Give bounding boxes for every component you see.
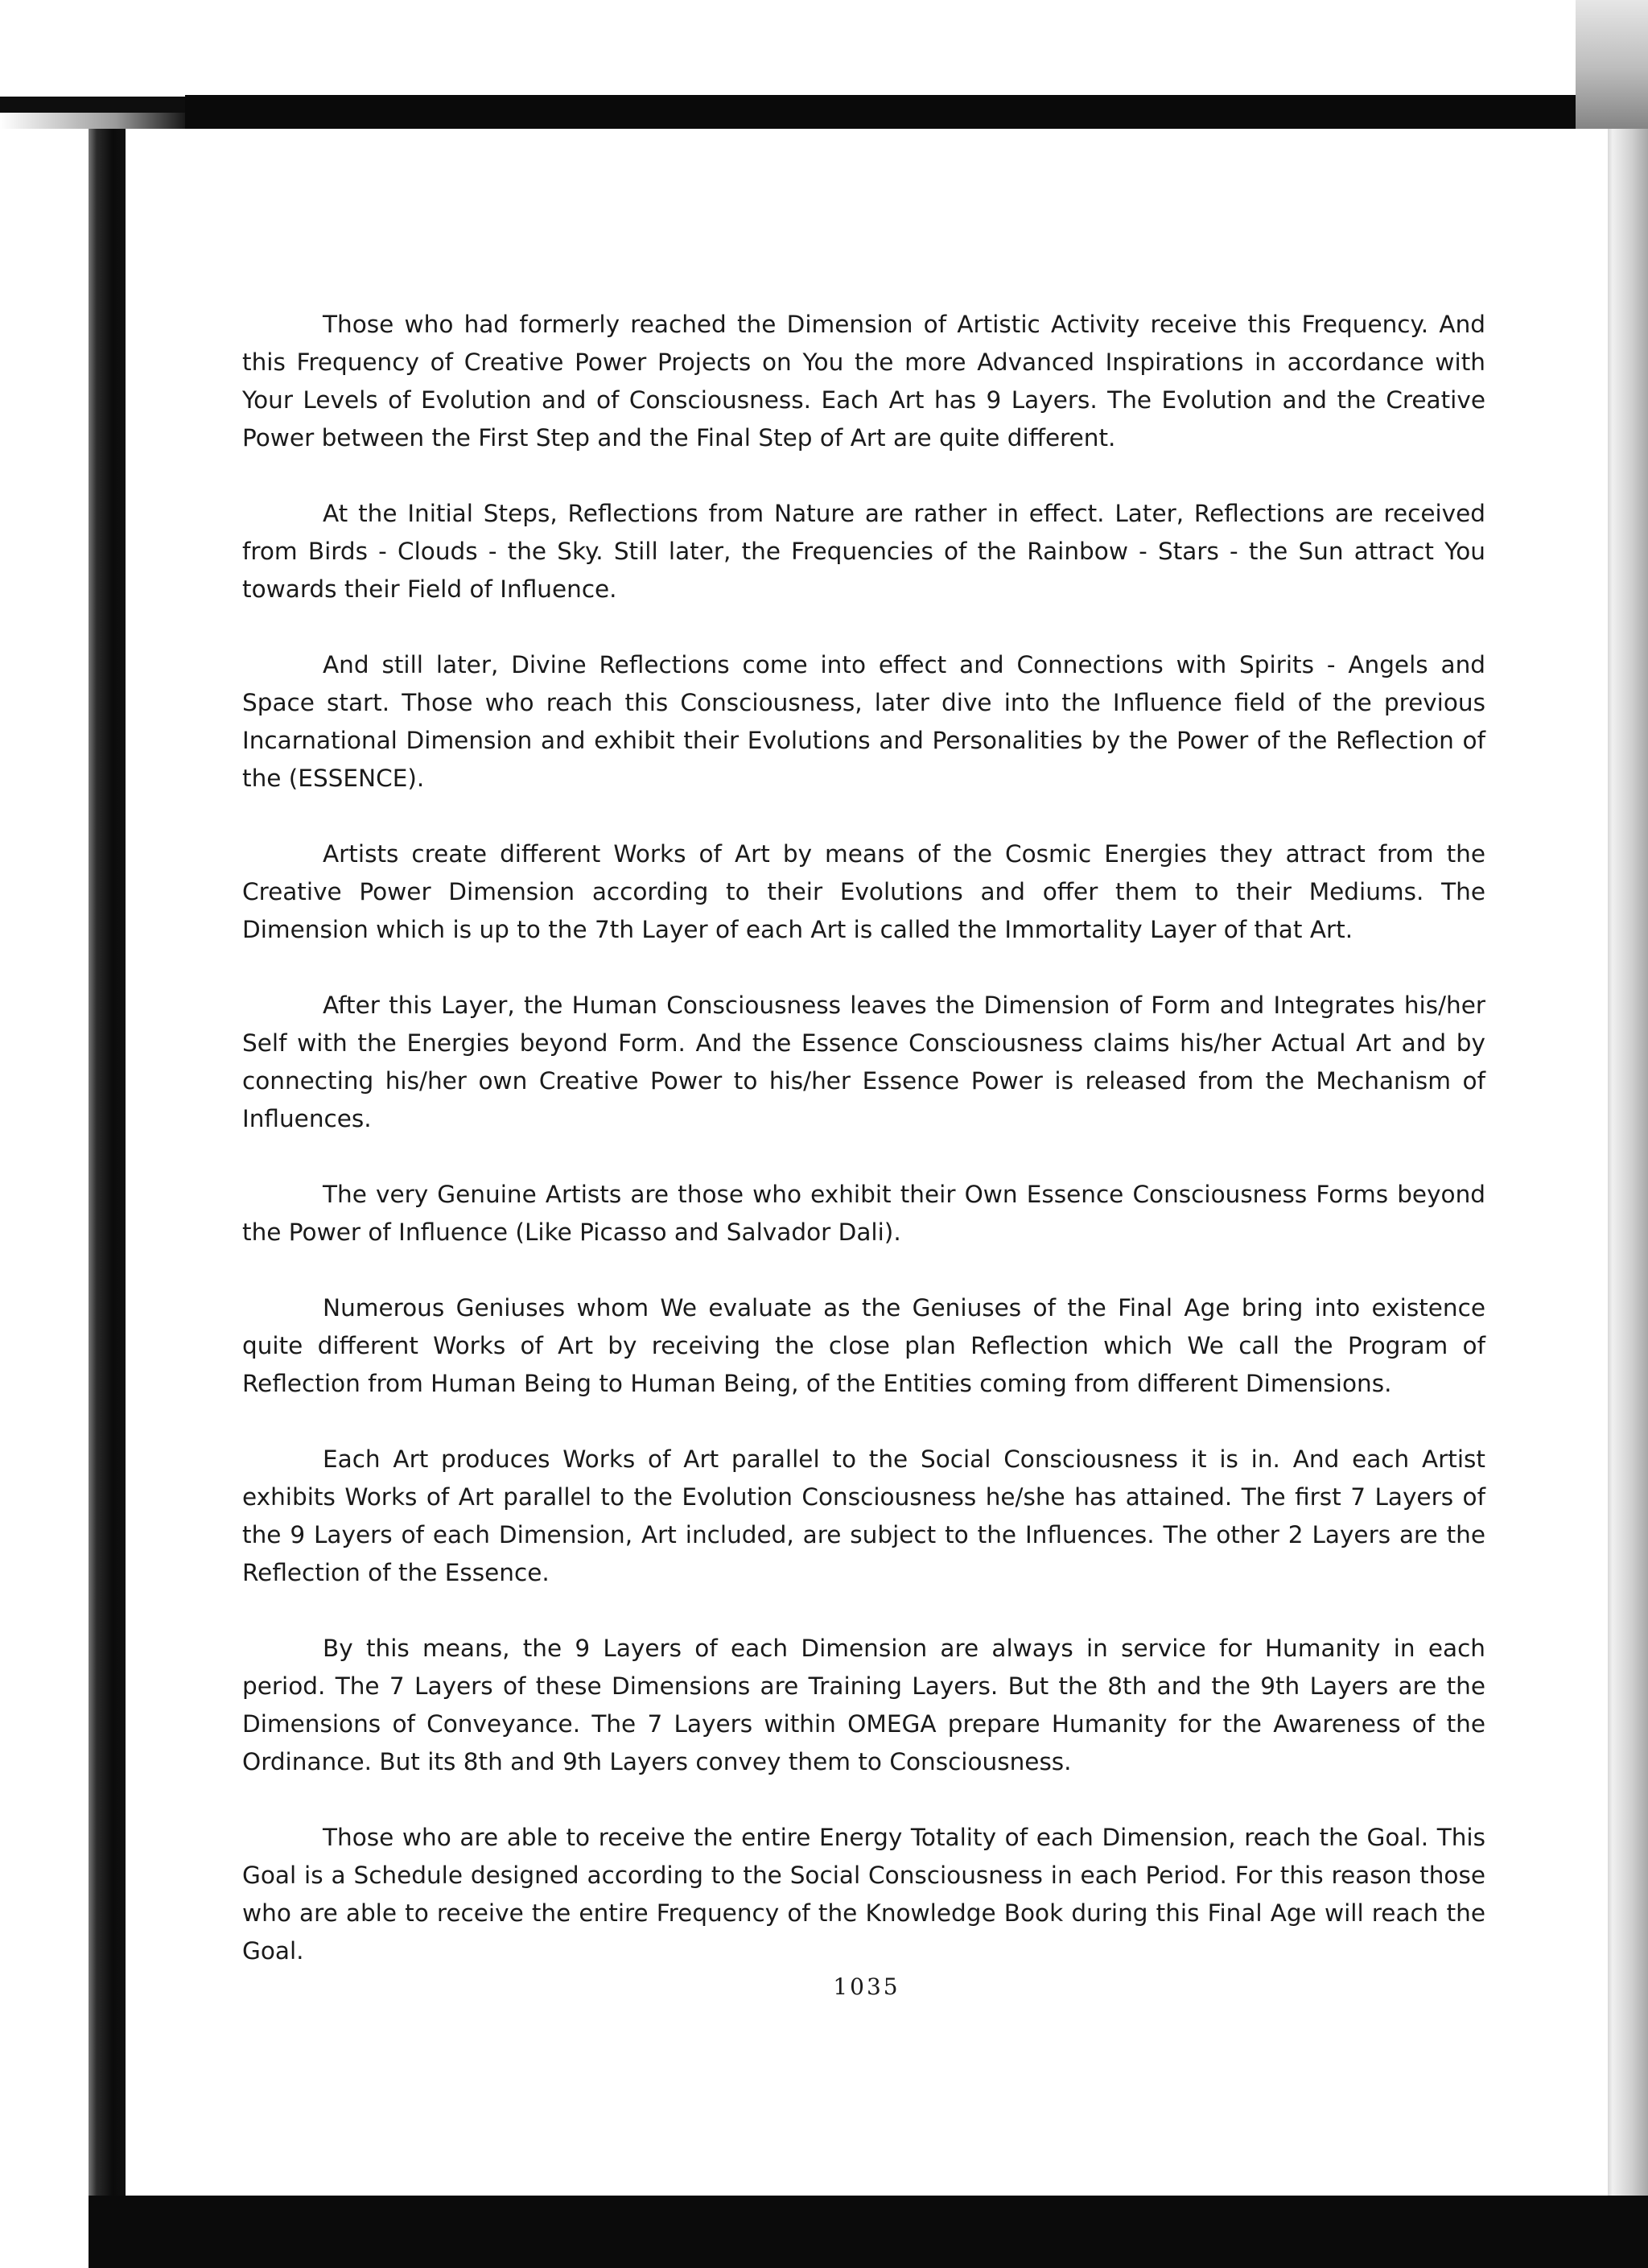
paragraph-7: Numerous Geniuses whom We evaluate as the Geniuses of the Final Age bring into existence quite different Works of Art by receiving the close plan Reflection which We call the Program of Reflection from Human Being to Human Being, of the Entities coming from different Dimensions.	[242, 1294, 1485, 1397]
page-number: 1035	[833, 1973, 900, 2000]
paragraph-9: By this means, the 9 Layers of each Dimension are always in service for Humanity in each period. The 7 Layers of these Dimensions are Training Layers. But the 8th and the 9th Layers are the Dimensions of Conveyance. The 7 Layers within OMEGA prepare Humanity for the Awareness of the Ordinance. But its 8th and 9th Layers convey them to Consciousness.	[242, 1635, 1485, 1775]
paragraph-8: Each Art produces Works of Art parallel to the Social Consciousness it is in. And each Artist exhibits Works of Art parallel to the Evolution Consciousness he/she has attained. The first 7 Layers of the 9 Layers of each Dimension, Art included, are subject to the Influences. The other 2 Layers are the Reflection of the Essence.	[242, 1445, 1485, 1586]
paragraph-4: Artists create different Works of Art by means of the Cosmic Energies they attract from the Creative Power Dimension according to their Evolutions and offer them to their Mediums. The Dimension which is up to the 7th Layer of each Art is called the Immortality Layer of that Art.	[242, 840, 1485, 943]
paragraph-10: Those who are able to receive the entire Energy Totality of each Dimension, reach the Goal. This Goal is a Schedule designed according to the Social Consciousness in each Period. For this reason those who are able to receive the entire Frequency of the Knowledge Book during this Final Age will reach the Goal.	[242, 1824, 1485, 1965]
scan-right-edge	[1608, 129, 1648, 2268]
scan-bottom-shadow	[0, 2196, 1648, 2268]
scan-top-fade	[0, 113, 193, 130]
scan-left-margin	[0, 129, 89, 2268]
paragraph-2: At the Initial Steps, Reflections from Nature are rather in effect. Later, Reflections are received from Birds - Clouds - the Sky. Still later, the Frequencies of the Rainbow - Stars - the Sun attract You towards their Field of Influence.	[242, 500, 1485, 603]
scan-top-shadow	[185, 95, 1648, 130]
scan-top-margin	[0, 0, 1648, 97]
paragraph-3: And still later, Divine Reflections come into effect and Connections with Spirits - Angels and Space start. Those who reach this Consciousness, later dive into the Influence field of the previous Incarnational Dimension and exhibit their Evolutions and Personalities by the Power of the Reflection of the (ESSENCE).	[242, 651, 1485, 792]
document-page	[126, 129, 1608, 2196]
paragraph-5: After this Layer, the Human Consciousness leaves the Dimension of Form and Integrates his/her Self with the Energies beyond Form. And the Essence Consciousness claims his/her Actual Art and by connecting his/her own Creative Power to his/her Essence Power is released from the Mechanism of Influences.	[242, 992, 1485, 1132]
scan-corner-shadow	[1576, 0, 1648, 137]
scan-left-shadow	[89, 129, 126, 2268]
paragraph-1: Those who had formerly reached the Dimension of Artistic Activity receive this Frequency. And this Frequency of Creative Power Projects on You the more Advanced Inspirations in accordance with Your Levels of Evolution and of Consciousness. Each Art has 9 Layers. The Evolution and the Creative Power between the First Step and the Final Step of Art are quite different.	[242, 311, 1485, 452]
scan-bottom-left-margin	[0, 2196, 89, 2268]
paragraph-6: The very Genuine Artists are those who exhibit their Own Essence Consciousness Forms beyond the Power of Influence (Like Picasso and Salvador Dali).	[242, 1181, 1485, 1246]
body-text	[242, 306, 1485, 2008]
